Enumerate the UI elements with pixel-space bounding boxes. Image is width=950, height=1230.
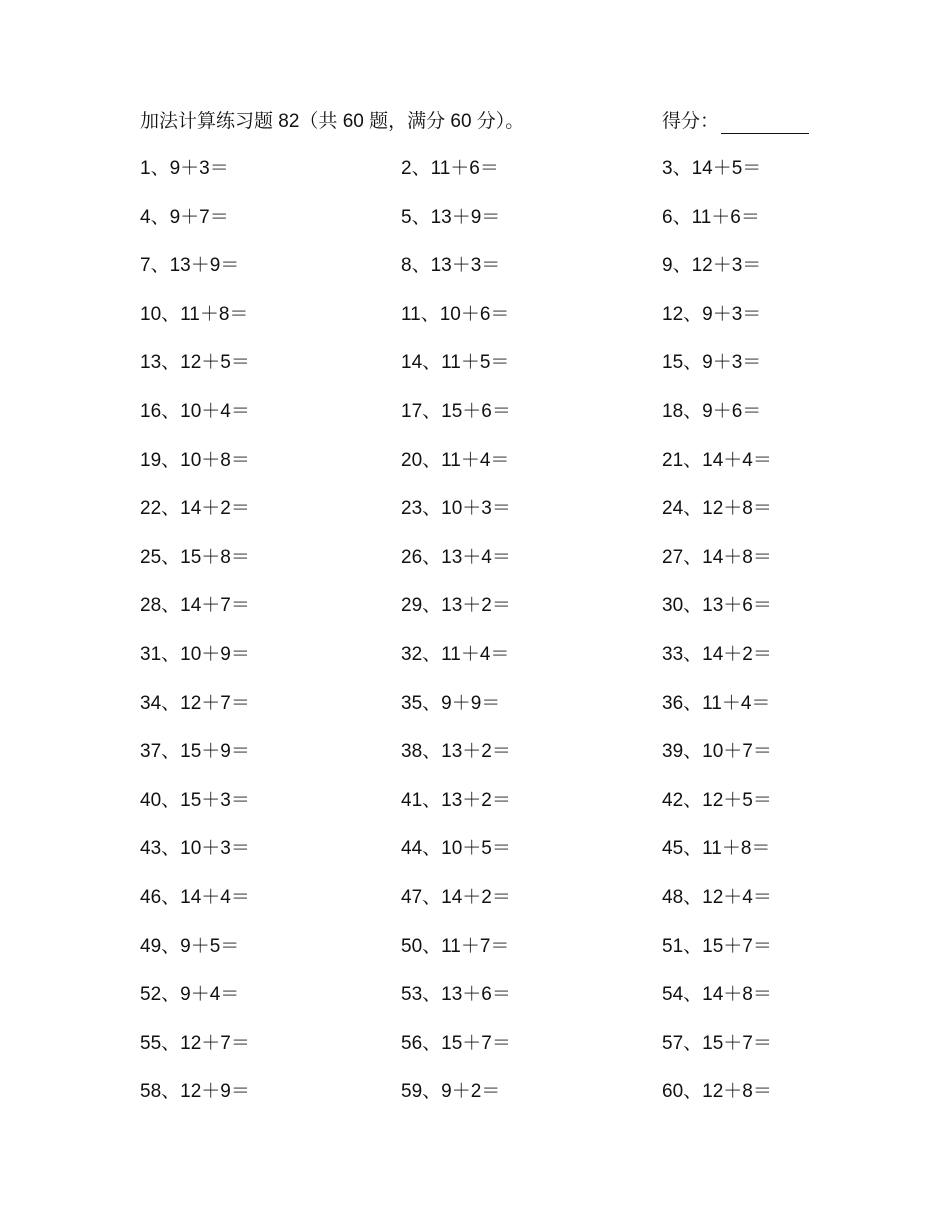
problem-item: 48、12＋4＝ xyxy=(662,886,772,908)
problem-item: 54、14＋8＝ xyxy=(662,984,772,1006)
worksheet-title: 加法计算练习题 82（共 60 题，满分 60 分）。 xyxy=(140,111,525,132)
problem-item: 26、13＋4＝ xyxy=(401,546,511,568)
problem-item: 4、9＋7＝ xyxy=(140,206,229,228)
problem-item: 50、11＋7＝ xyxy=(401,935,510,957)
problem-item: 33、14＋2＝ xyxy=(662,643,772,665)
problem-item: 27、14＋8＝ xyxy=(662,546,772,568)
problem-item: 31、10＋9＝ xyxy=(140,643,250,665)
problem-item: 29、13＋2＝ xyxy=(401,595,511,617)
problem-item: 2、11＋6＝ xyxy=(401,158,499,179)
problem-item: 52、9＋4＝ xyxy=(140,984,240,1006)
problem-item: 22、14＋2＝ xyxy=(140,498,250,520)
problem-item: 21、14＋4＝ xyxy=(662,449,772,471)
problem-item: 49、9＋5＝ xyxy=(140,935,240,957)
problem-item: 36、11＋4＝ xyxy=(662,692,771,714)
problem-item: 46、14＋4＝ xyxy=(140,886,250,908)
problem-item: 15、9＋3＝ xyxy=(662,352,762,374)
problem-item: 44、10＋5＝ xyxy=(401,838,511,860)
problem-item: 16、10＋4＝ xyxy=(140,400,250,422)
problem-item: 3、14＋5＝ xyxy=(662,158,762,179)
problem-item: 10、11＋8＝ xyxy=(140,303,249,325)
problem-item: 57、15＋7＝ xyxy=(662,1032,772,1054)
problem-item: 6、11＋6＝ xyxy=(662,206,760,228)
problem-item: 41、13＋2＝ xyxy=(401,789,511,811)
score-label: 得分： xyxy=(662,111,720,132)
problem-item: 25、15＋8＝ xyxy=(140,546,250,568)
score-field xyxy=(662,108,809,136)
problem-item: 23、10＋3＝ xyxy=(401,498,511,520)
problem-item: 13、12＋5＝ xyxy=(140,352,250,374)
problem-item: 24、12＋8＝ xyxy=(662,498,772,520)
problem-item: 14、11＋5＝ xyxy=(401,352,510,374)
problem-item: 20、11＋4＝ xyxy=(401,449,510,471)
problem-item: 11、10＋6＝ xyxy=(401,303,510,325)
score-blank-line[interactable] xyxy=(721,113,809,134)
problem-item: 7、13＋9＝ xyxy=(140,255,240,277)
problem-item: 8、13＋3＝ xyxy=(401,255,501,277)
problem-item: 17、15＋6＝ xyxy=(401,400,511,422)
problem-item: 43、10＋3＝ xyxy=(140,838,250,860)
problem-item: 30、13＋6＝ xyxy=(662,595,772,617)
problem-item: 19、10＋8＝ xyxy=(140,449,250,471)
problem-item: 18、9＋6＝ xyxy=(662,400,762,422)
problem-item: 34、12＋7＝ xyxy=(140,692,250,714)
problem-item: 47、14＋2＝ xyxy=(401,886,511,908)
problem-item: 56、15＋7＝ xyxy=(401,1032,511,1054)
problem-item: 60、12＋8＝ xyxy=(662,1081,772,1103)
problem-item: 42、12＋5＝ xyxy=(662,789,772,811)
problem-item: 12、9＋3＝ xyxy=(662,303,762,325)
problem-grid xyxy=(140,155,840,1127)
problem-item: 38、13＋2＝ xyxy=(401,741,511,763)
problem-item: 39、10＋7＝ xyxy=(662,741,772,763)
problem-item: 9、12＋3＝ xyxy=(662,255,762,277)
problem-item: 37、15＋9＝ xyxy=(140,741,250,763)
problem-item: 58、12＋9＝ xyxy=(140,1081,250,1103)
problem-item: 28、14＋7＝ xyxy=(140,595,250,617)
problem-item: 45、11＋8＝ xyxy=(662,838,771,860)
problem-item: 35、9＋9＝ xyxy=(401,692,501,714)
problem-item: 55、12＋7＝ xyxy=(140,1032,250,1054)
problem-item: 32、11＋4＝ xyxy=(401,643,510,665)
problem-item: 59、9＋2＝ xyxy=(401,1081,501,1103)
problem-item: 51、15＋7＝ xyxy=(662,935,772,957)
problem-item: 1、9＋3＝ xyxy=(140,158,229,179)
problem-item: 40、15＋3＝ xyxy=(140,789,250,811)
problem-item: 5、13＋9＝ xyxy=(401,206,501,228)
problem-item: 53、13＋6＝ xyxy=(401,984,511,1006)
